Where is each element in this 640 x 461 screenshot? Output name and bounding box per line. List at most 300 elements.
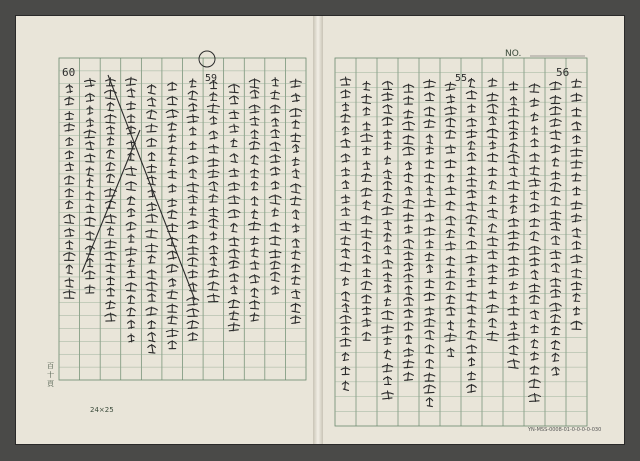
handwritten-glyph [446,216,456,225]
handwritten-glyph [229,124,239,132]
handwritten-glyph [405,225,413,233]
handwritten-glyph [446,118,456,127]
handwritten-glyph [404,274,413,282]
handwritten-glyph [425,279,434,287]
handwritten-glyph [530,232,539,241]
handwritten-glyph [126,77,137,85]
handwritten-glyph [292,264,300,272]
handwritten-glyph [403,84,414,92]
handwritten-glyph [342,326,350,334]
handwritten-glyph [127,308,135,316]
right-page-number: 56 [556,66,570,79]
handwritten-glyph [529,284,540,292]
handwritten-glyph [487,209,497,218]
handwritten-glyph [404,96,414,104]
handwritten-glyph [510,194,518,202]
handwritten-glyph [106,174,114,183]
handwritten-glyph [361,216,372,224]
handwritten-glyph [405,286,412,295]
handwritten-glyph [361,188,372,196]
handwritten-glyph [341,249,349,258]
handwritten-glyph [229,273,238,281]
handwritten-glyph [362,318,371,326]
handwritten-glyph [467,279,476,287]
handwritten-glyph [488,250,498,259]
handwritten-glyph [292,157,299,165]
handwritten-glyph [467,190,476,198]
handwritten-glyph [550,289,560,297]
handwritten-glyph [187,114,199,122]
handwritten-glyph [168,341,176,349]
handwritten-glyph [167,290,177,299]
handwritten-glyph [340,338,351,346]
handwritten-glyph [87,106,93,114]
handwritten-glyph [510,97,516,105]
handwritten-glyph [551,236,559,245]
handwritten-glyph [292,224,299,232]
handwritten-glyph [208,269,218,277]
handwritten-glyph [489,180,496,189]
handwritten-glyph [269,195,281,204]
handwritten-glyph [148,321,155,329]
handwritten-glyph [65,278,74,287]
left-page-number: 60 [62,66,76,79]
footer-page-count: 百十頁 [47,362,54,388]
handwritten-glyph [383,105,392,114]
handwritten-glyph [210,232,217,240]
handwritten-glyph [341,168,349,176]
handwritten-glyph [65,228,75,236]
handwritten-glyph [510,321,517,329]
handwritten-glyph [208,170,219,178]
handwritten-glyph [571,214,581,222]
handwritten-glyph [383,193,392,202]
handwritten-glyph [107,126,115,134]
handwritten-glyph [342,303,349,312]
handwritten-glyph [86,191,94,200]
handwritten-glyph [250,300,260,309]
handwritten-glyph [291,276,300,284]
handwritten-glyph [488,167,497,175]
handwritten-glyph [167,96,177,104]
handwritten-glyph [488,276,497,284]
handwritten-glyph [167,210,177,219]
handwritten-glyph [291,133,301,141]
handwritten-glyph [447,321,453,330]
handwritten-glyph [127,196,135,204]
handwritten-glyph [573,307,579,315]
handwritten-glyph [362,332,371,340]
handwritten-glyph [231,139,237,147]
handwritten-glyph [210,116,217,124]
handwritten-glyph [361,133,373,141]
handwritten-glyph [209,219,218,228]
handwritten-glyph [105,114,116,123]
handwritten-glyph [508,218,518,226]
handwritten-glyph [290,108,302,116]
handwritten-glyph [187,297,199,305]
handwritten-glyph [293,210,299,219]
handwritten-glyph [466,215,477,224]
left-side-note: 59 [205,73,218,84]
handwritten-glyph [66,84,72,92]
handwritten-glyph [106,263,115,272]
handwritten-glyph [467,331,476,340]
handwritten-glyph [65,176,75,184]
handwritten-glyph [147,270,156,279]
handwritten-glyph [382,117,393,125]
handwritten-glyph [166,109,178,117]
handwritten-glyph [249,105,260,113]
handwritten-glyph [251,210,257,219]
handwritten-glyph [187,320,198,328]
handwritten-glyph [271,129,280,137]
handwritten-glyph [405,187,412,195]
handwritten-glyph [467,166,475,174]
handwritten-glyph [228,182,239,190]
handwritten-glyph [572,122,581,130]
handwritten-glyph [424,373,435,381]
handwritten-glyph [467,118,477,126]
handwritten-glyph [551,340,559,349]
handwritten-glyph [425,92,435,100]
handwritten-glyph [445,130,455,138]
handwritten-glyph [63,290,75,298]
handwritten-glyph [384,376,392,384]
handwritten-glyph [531,325,539,333]
handwritten-glyph [105,240,116,248]
handwritten-glyph [126,222,136,230]
handwritten-glyph [147,203,157,211]
handwritten-glyph [468,267,474,275]
handwritten-glyph [271,181,279,189]
handwritten-glyph [552,367,560,375]
handwritten-glyph [508,242,519,250]
handwritten-glyph [384,284,391,292]
handwritten-glyph [571,93,582,101]
handwritten-glyph [209,246,218,254]
handwritten-glyph [105,251,116,259]
handwritten-glyph [508,256,519,264]
handwritten-glyph [468,78,474,87]
handwritten-glyph [209,194,218,202]
handwritten-glyph [551,314,561,322]
handwritten-glyph [384,221,391,230]
handwritten-glyph [342,292,350,301]
handwritten-glyph [552,353,559,361]
handwritten-glyph [208,158,219,166]
handwritten-glyph [147,164,156,172]
handwritten-glyph [64,252,75,260]
handwritten-glyph [127,295,134,303]
handwritten-glyph [550,183,561,192]
handwritten-glyph [291,184,301,193]
handwritten-glyph [250,313,259,321]
handwritten-glyph [341,154,350,162]
handwritten-glyph [190,79,196,87]
handwritten-glyph [530,166,540,175]
handwritten-glyph [188,195,197,203]
handwritten-glyph [272,78,278,86]
handwritten-glyph [468,104,475,112]
handwritten-glyph [487,153,497,162]
handwritten-glyph [467,372,475,380]
handwritten-glyph [342,103,348,111]
handwritten-glyph [424,385,436,393]
handwritten-glyph [571,282,581,290]
handwritten-glyph [167,315,177,324]
handwritten-glyph [509,120,519,129]
handwritten-glyph [270,154,280,162]
handwritten-glyph [510,295,517,303]
handwritten-glyph [106,162,115,170]
handwritten-glyph [148,344,156,353]
handwritten-glyph [383,170,391,179]
handwritten-glyph [572,241,581,249]
handwritten-glyph [341,207,350,215]
handwritten-glyph [66,265,72,274]
handwritten-glyph [271,90,280,99]
handwritten-glyph [363,122,370,130]
handwritten-glyph [229,84,240,93]
handwritten-glyph [187,183,198,192]
handwritten-glyph [426,264,432,272]
handwritten-glyph [466,90,476,98]
handwritten-glyph [85,285,95,293]
handwritten-glyph [508,108,519,116]
handwritten-glyph [571,255,582,263]
handwritten-glyph [270,105,280,113]
handwritten-glyph [424,199,436,207]
handwritten-glyph [86,204,94,212]
handwritten-glyph [446,295,455,303]
handwritten-glyph [65,112,73,120]
handwritten-glyph [550,82,562,90]
handwritten-glyph [383,181,392,189]
handwritten-glyph [529,84,540,93]
handwritten-glyph [424,174,434,183]
handwritten-glyph [467,152,476,160]
handwritten-glyph [508,268,518,276]
handwritten-glyph [251,248,259,257]
handwritten-glyph [229,110,239,118]
handwritten-glyph [187,308,199,316]
handwritten-glyph [292,120,299,128]
handwritten-glyph [530,310,538,319]
handwritten-glyph [488,78,497,86]
handwritten-glyph [382,364,392,372]
handwritten-glyph [340,315,351,323]
handwritten-glyph [272,208,278,216]
handwritten-glyph [530,204,539,212]
handwritten-glyph [468,227,474,236]
handwritten-glyph [510,143,518,152]
handwritten-glyph [531,191,539,200]
handwritten-glyph [250,261,259,269]
handwritten-glyph [249,222,261,230]
handwritten-glyph [126,167,137,176]
handwritten-glyph [250,117,259,125]
handwritten-glyph [530,258,540,266]
handwritten-glyph [270,261,280,269]
handwritten-glyph [509,82,517,90]
handwritten-glyph [188,332,197,340]
handwritten-glyph [550,107,562,115]
handwritten-glyph [341,367,350,375]
handwritten-glyph [166,329,178,337]
handwritten-glyph [84,217,95,226]
handwritten-glyph [551,263,559,272]
handwritten-glyph [146,307,158,315]
handwritten-glyph [66,137,73,145]
handwritten-glyph [127,270,135,278]
handwritten-glyph [65,97,74,105]
handwritten-glyph [128,320,135,328]
handwritten-glyph [467,384,477,392]
handwritten-glyph [271,286,279,294]
handwritten-glyph [529,178,541,186]
handwritten-glyph [148,293,156,301]
handwritten-glyph [384,141,391,149]
handwritten-glyph [363,268,371,276]
handwritten-glyph [291,315,301,323]
handwritten-glyph [340,262,351,271]
handwritten-glyph [487,237,498,246]
handwritten-glyph [425,345,434,354]
handwritten-glyph [169,157,175,165]
archive-id: YN-MSS-0008-01-0-0-0-0-030 [528,427,602,433]
handwritten-glyph [508,154,519,163]
handwritten-glyph [445,242,455,250]
handwritten-glyph [551,327,560,335]
handwritten-glyph [383,273,391,282]
handwritten-glyph [292,169,299,178]
handwritten-glyph [85,78,96,86]
handwritten-glyph [168,122,176,130]
handwritten-glyph [405,335,411,343]
handwritten-glyph [487,93,498,101]
handwritten-glyph [64,123,74,131]
handwritten-glyph [64,214,75,223]
handwritten-glyph [426,186,432,195]
handwritten-glyph [107,277,115,285]
handwritten-glyph [86,231,94,240]
handwritten-glyph [445,333,456,341]
handwritten-glyph [424,107,435,116]
handwritten-glyph [573,293,580,301]
handwritten-glyph [572,228,581,237]
handwritten-glyph [404,309,413,317]
handwritten-glyph [228,195,240,203]
handwritten-glyph [84,130,96,138]
handwritten-glyph [510,131,518,139]
handwritten-glyph [404,372,414,380]
handwritten-glyph [531,139,538,147]
handwritten-glyph [168,82,177,90]
handwritten-glyph [466,255,477,263]
handwritten-glyph [363,161,370,169]
handwritten-glyph [148,255,155,263]
handwritten-glyph [87,258,93,266]
handwritten-glyph [146,214,158,222]
handwritten-glyph [382,325,394,333]
handwritten-glyph [404,297,414,305]
handwritten-glyph [291,250,300,259]
handwritten-glyph [210,92,217,100]
handwritten-glyph [530,153,539,161]
handwritten-glyph [146,229,158,238]
handwritten-glyph [188,270,197,278]
handwritten-glyph [447,174,454,182]
handwritten-glyph [382,81,392,89]
handwritten-glyph [106,288,114,296]
handwritten-glyph [529,393,541,401]
handwritten-glyph [209,131,218,139]
handwritten-glyph [426,240,433,248]
handwritten-glyph [208,282,219,291]
handwritten-glyph [425,330,434,339]
handwritten-glyph [342,180,349,188]
handwritten-glyph [384,298,390,306]
handwritten-glyph [127,88,135,97]
handwritten-glyph [292,290,300,299]
handwritten-glyph [249,79,260,88]
handwritten-glyph [86,167,93,176]
handwritten-glyph [251,288,258,297]
handwritten-glyph [405,162,411,170]
handwritten-glyph [290,79,301,87]
handwritten-glyph [128,334,134,342]
handwritten-glyph [489,195,496,203]
handwritten-glyph [168,184,176,192]
handwritten-glyph [362,295,371,303]
footer-grid-size: 24×25 [90,406,114,414]
handwritten-glyph [251,236,258,244]
handwritten-glyph [340,77,350,85]
handwritten-glyph [148,152,155,160]
handwritten-glyph [363,81,370,90]
handwritten-glyph [292,239,299,247]
handwritten-glyph [228,210,240,218]
handwritten-glyph [426,146,434,154]
handwritten-glyph [466,345,476,353]
handwritten-glyph [127,102,136,110]
handwritten-glyph [489,141,495,149]
handwritten-glyph [363,147,371,155]
handwritten-glyph [424,120,435,128]
handwritten-glyph [424,227,435,235]
handwritten-glyph [126,181,137,190]
handwritten-glyph [146,124,157,132]
handwritten-glyph [489,117,496,125]
handwritten-glyph [107,227,113,236]
handwritten-glyph [404,252,413,260]
handwritten-glyph [550,222,560,231]
handwritten-glyph [85,271,95,279]
handwritten-glyph [189,207,196,215]
handwritten-glyph [382,311,394,320]
handwritten-glyph [230,96,239,104]
handwritten-glyph [229,249,240,258]
handwritten-glyph [147,110,157,119]
handwritten-glyph [446,281,455,289]
handwritten-glyph [147,85,155,94]
handwritten-glyph [168,146,177,154]
handwritten-glyph [167,304,178,312]
handwritten-glyph [231,223,237,232]
handwritten-glyph [363,107,370,115]
handwritten-glyph [467,305,476,314]
